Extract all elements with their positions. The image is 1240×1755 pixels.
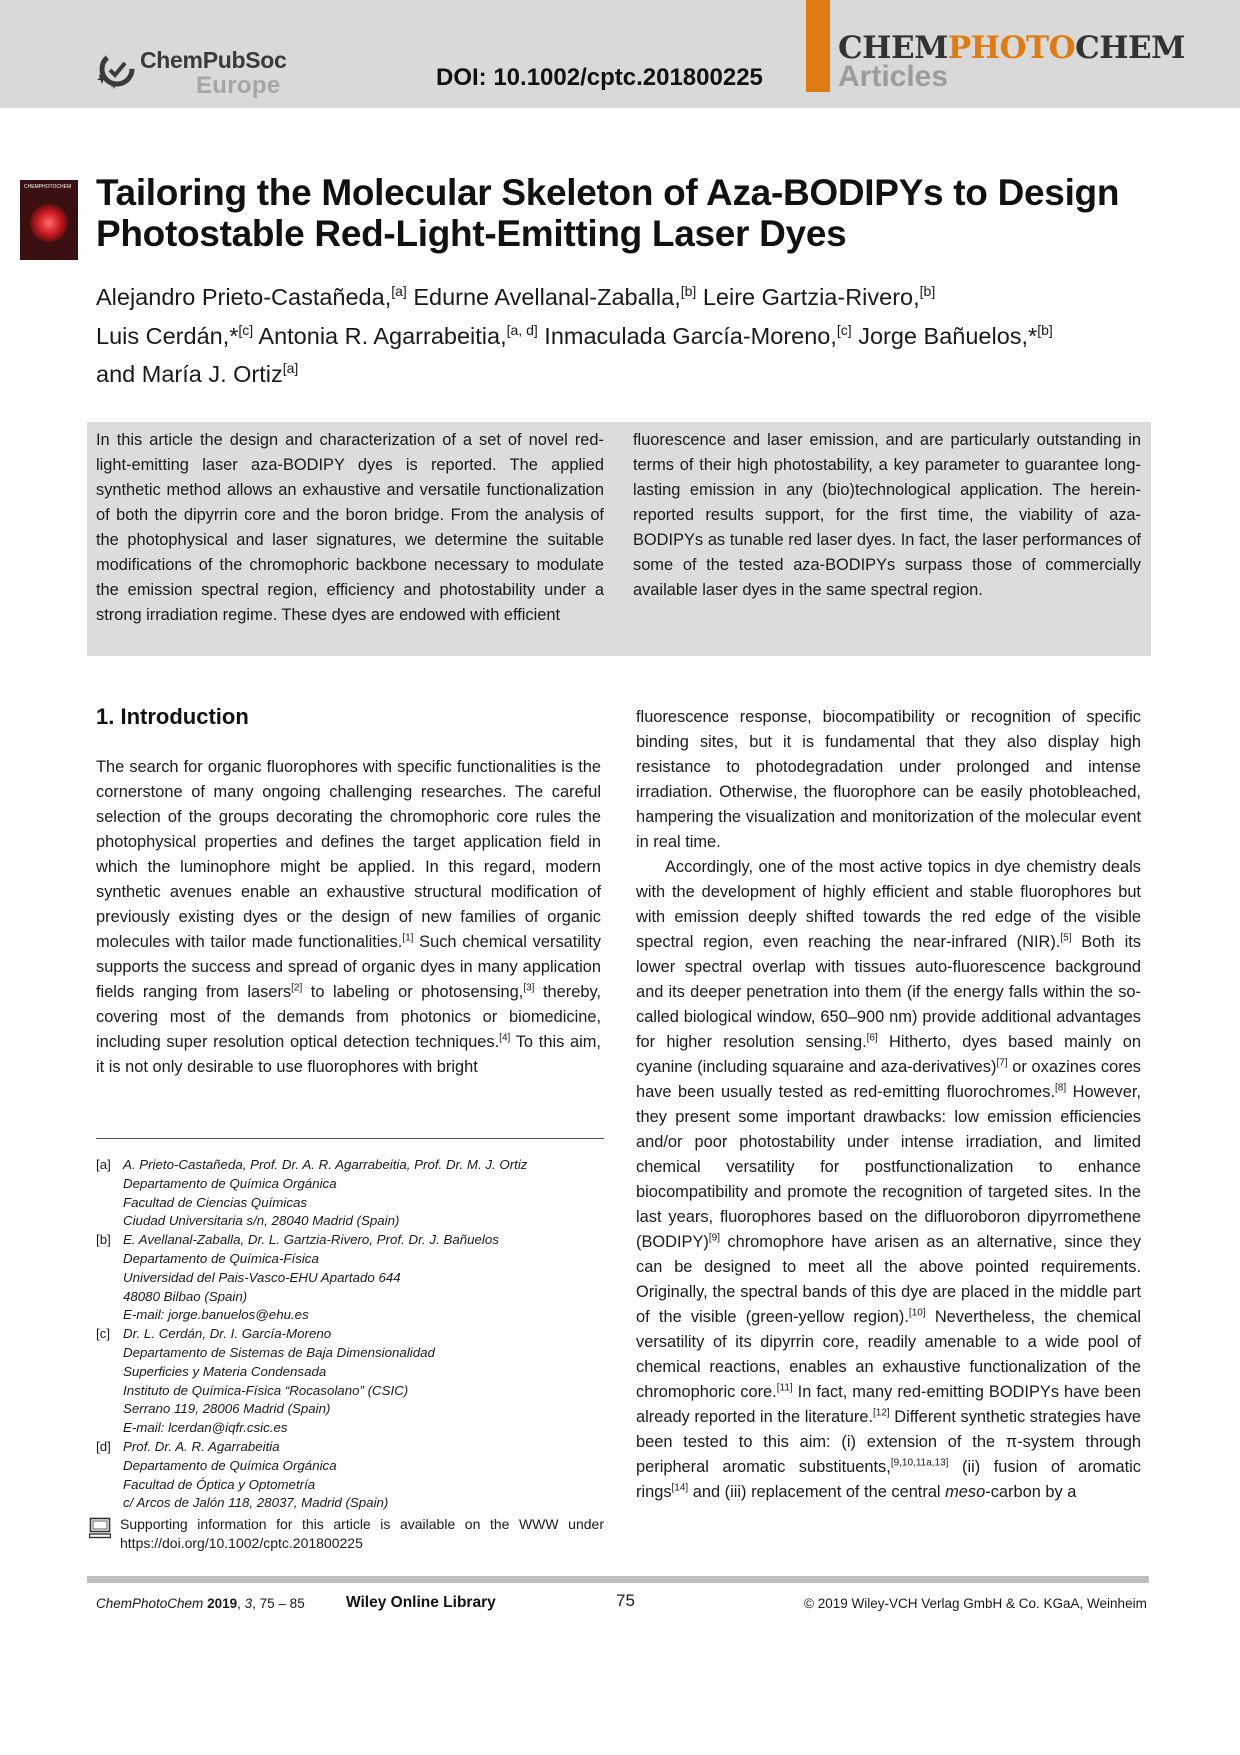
citation[interactable]: [2] <box>291 982 303 994</box>
email-link[interactable]: E-mail: lcerdan@iqfr.csic.es <box>123 1420 288 1436</box>
intro-right-column <box>636 705 1141 1505</box>
citation[interactable]: [3] <box>523 982 535 994</box>
author[interactable]: Alejandro Prieto-Castañeda,[a] <box>96 283 407 310</box>
author[interactable]: Leire Gartzia-Rivero,[b] <box>702 283 936 310</box>
citation[interactable]: [7] <box>996 1057 1008 1069</box>
journal-name-part3: CHEM <box>1075 30 1185 66</box>
citation[interactable]: [4] <box>499 1032 511 1044</box>
cover-art <box>30 204 68 242</box>
journal-name-part2: PHOTO <box>947 30 1076 66</box>
footer-rule <box>87 1576 1149 1583</box>
citation[interactable]: [9,10,11a,13] <box>890 1457 949 1469</box>
citation[interactable]: [11] <box>776 1382 793 1394</box>
section-heading-introduction: 1. Introduction <box>96 704 249 729</box>
affiliation-c: [c] Dr. L. Cerdán, Dr. I. García-Moreno Departamento de Sistemas de Baja Dimensionalidad Superficies y Materia Condensada Instituto de Química-Física “Rocasolano” (CSIC) Serrano 119, 28006 Madrid (Spain) E-mail: lcerdan@iqfr.csic.es <box>96 1325 606 1438</box>
citation[interactable]: [14] <box>671 1482 689 1494</box>
wiley-online-library-link[interactable]: Wiley Online Library <box>346 1594 496 1611</box>
citation[interactable]: [9] <box>708 1232 720 1244</box>
citation[interactable]: [5] <box>1060 932 1072 944</box>
cover-caption: CHEMPHOTOCHEM <box>24 184 72 190</box>
publisher-logo[interactable] <box>96 44 286 100</box>
journal-accent-bar <box>806 0 830 92</box>
copyright-notice: © 2019 Wiley-VCH Verlag GmbH & Co. KGaA, Weinheim <box>804 1596 1147 1611</box>
affiliation-d: [d] Prof. Dr. A. R. Agarrabeitia Departamento de Química Orgánica Facultad de Óptica y Optometría c/ Arcos de Jalón 118, 28037, Madrid (Spain) <box>96 1438 389 1511</box>
citation[interactable]: [8] <box>1055 1082 1067 1094</box>
author[interactable]: Jorge Bañuelos,*[b] <box>858 321 1053 349</box>
computer-icon <box>89 1517 111 1539</box>
publisher-region: Europe <box>196 72 281 99</box>
journal-name-part1: CHEM <box>838 30 948 66</box>
abstract-column-1: In this article the design and characterization of a set of novel red-light-emitting laser aza-BODIPY dyes is reported. The applied synthetic method allows an exhaustive and versatile functionalization of both the dipyrrin core and the boron bridge. From the analysis of the photophysical and laser signatures, we determine the suitable modifications of the chromophoric backbone necessary to modulate the emission spectral region, efficiency and photostability under a strong irradiation regime. These dyes are endowed with efficient <box>96 431 604 624</box>
author[interactable]: Antonia R. Agarrabeitia,[a, d] <box>258 321 538 349</box>
publisher-name: ChemPubSoc <box>140 47 287 73</box>
affiliation-a: [a] A. Prieto-Castañeda, Prof. Dr. A. R. Agarrabeitia, Prof. Dr. M. J. Ortiz Departamento de Química Orgánica Facultad de Ciencias Químicas Ciudad Universitaria s/n, 28040 Madrid (Spain) <box>96 1157 528 1229</box>
author[interactable]: Luis Cerdán,*[c] <box>96 321 254 349</box>
intro-left-column <box>96 755 601 1080</box>
paragraph: fluorescence response, biocompatibility or recognition of specific binding sites, but it is fundamental that they also display high resistance to photodegradation under prolonged and intense irradiation. Otherwise, the fluorophore can be easily photobleached, hampering the visualization and monitorization of the molecular event in real time. <box>636 708 1141 851</box>
supporting-information-text: Supporting information for this article is available on the WWW under https://doi.org/10.1002/cptc.201800225 <box>120 1516 604 1551</box>
author[interactable]: Inmaculada García-Moreno,[c] <box>544 321 852 349</box>
citation[interactable]: [10] <box>908 1307 926 1319</box>
chempubsoc-star-icon <box>96 48 138 90</box>
paragraph: Accordingly, one of the most active topics in dye chemistry deals with the development of highly efficient and stable fluorophores but with emission deeply shifted towards the red edge of the visible spectral region, even reaching the near-infrared (NIR).[5] Both its lower spectral overlap with tissues auto-fluorescence background and its deeper penetration into them (if the energy falls within the so-called biological window, 650–900 nm) provide additional advantages for higher resolution sensing.[6] Hitherto, dyes based mainly on cyanine (including squaraine and aza-derivatives)[7] or oxazines cores have been usually tested as red-emitting fluorochromes.[8] However, they present some important drawbacks: low emission efficiencies and/or poor photostability under intense irradiation, and limited chemical versatility for postfunctionalization to enhance biocompatibility and promote the recognition of targeted sites. In the last years, fluorophores based on the difluoroboron dipyrromethene (BODIPY)[9] chromophore have arisen as an alternative, since they can be designed to meet all the above pointed requirements. Originally, the spectral bands of this dye are placed in the middle part of the visible (green-yellow region).[10] Nevertheless, the chemical versatility of its dipyrrin core, readily amenable to a wide pool of chemical reactions, enables an exhaustive functionalization of the chromophoric core.[11] In fact, many red-emitting BODIPYs have been already reported in the literature.[12] Different synthetic strategies have been tested to this aim: (i) extension of the π-system through peripheral aromatic substituents,[9,10,11a,13] (ii) fusion of aromatic rings[14] and (iii) replacement of the central meso-carbon by a <box>636 858 1142 1501</box>
citation[interactable]: [6] <box>866 1032 878 1044</box>
author[interactable]: Edurne Avellanal-Zaballa,[b] <box>413 283 697 310</box>
affiliation-b: [b] E. Avellanal-Zaballa, Dr. L. Gartzia-Rivero, Prof. Dr. J. Bañuelos Departamento de Química-Física Universidad del Pais-Vasco-EHU Apartado 644 48080 Bilbao (Spain) E-mail: jorge.banuelos@ehu.es <box>96 1231 606 1325</box>
citation[interactable]: [12] <box>873 1407 890 1419</box>
paragraph: The search for organic fluorophores with specific functionalities is the cornerstone of many ongoing challenging researches. The careful selection of the groups decorating the chromophoric core rules the photophysical properties and defines the target application field in which the luminophore might be applied. In this regard, modern synthetic avenues enable an exhaustive structural modification of previously existing dyes or the design of new families of organic molecules with tailor made functionalities.[1] Such chemical versatility supports the success and spread of organic dyes in many application fields ranging from lasers[2] to labeling or photosensing,[3] thereby, covering most of the demands from photonics or biomedicine, including super resolution optical detection techniques.[4] To this aim, it is not only desirable to use fluorophores with bright <box>96 758 602 1076</box>
section-label: Articles <box>838 60 949 93</box>
footer-citation: ChemPhotoChem 2019, 3, 75 – 85 <box>96 1596 305 1611</box>
abstract-column-2: fluorescence and laser emission, and are particularly outstanding in terms of their high photostability, a key parameter to guarantee long-lasting emission in any (bio)technological application. The herein-reported results support, for the first time, the viability of aza-BODIPYs as tunable red laser dyes. In fact, the laser performances of some of the tested aza-BODIPYs surpass those of commercially available laser dyes in the same spectral region. <box>633 431 1141 599</box>
article-doi[interactable]: DOI: 10.1002/cptc.201800225 <box>436 64 763 91</box>
journal-cover-thumbnail[interactable] <box>20 180 78 260</box>
page-number: 75 <box>616 1591 635 1610</box>
email-link[interactable]: E-mail: jorge.banuelos@ehu.es <box>123 1307 309 1323</box>
affiliation-footnotes <box>96 1156 606 1513</box>
abstract-box <box>87 422 1151 656</box>
citation[interactable]: [1] <box>402 932 414 944</box>
article-title: Tailoring the Molecular Skeleton of Aza-BODIPYs to Design Photostable Red-Light-Emitting Laser Dyes <box>96 172 1120 254</box>
author-list <box>96 275 1176 391</box>
footnote-divider <box>96 1138 604 1139</box>
author[interactable]: and María J. Ortiz[a] <box>96 360 299 388</box>
